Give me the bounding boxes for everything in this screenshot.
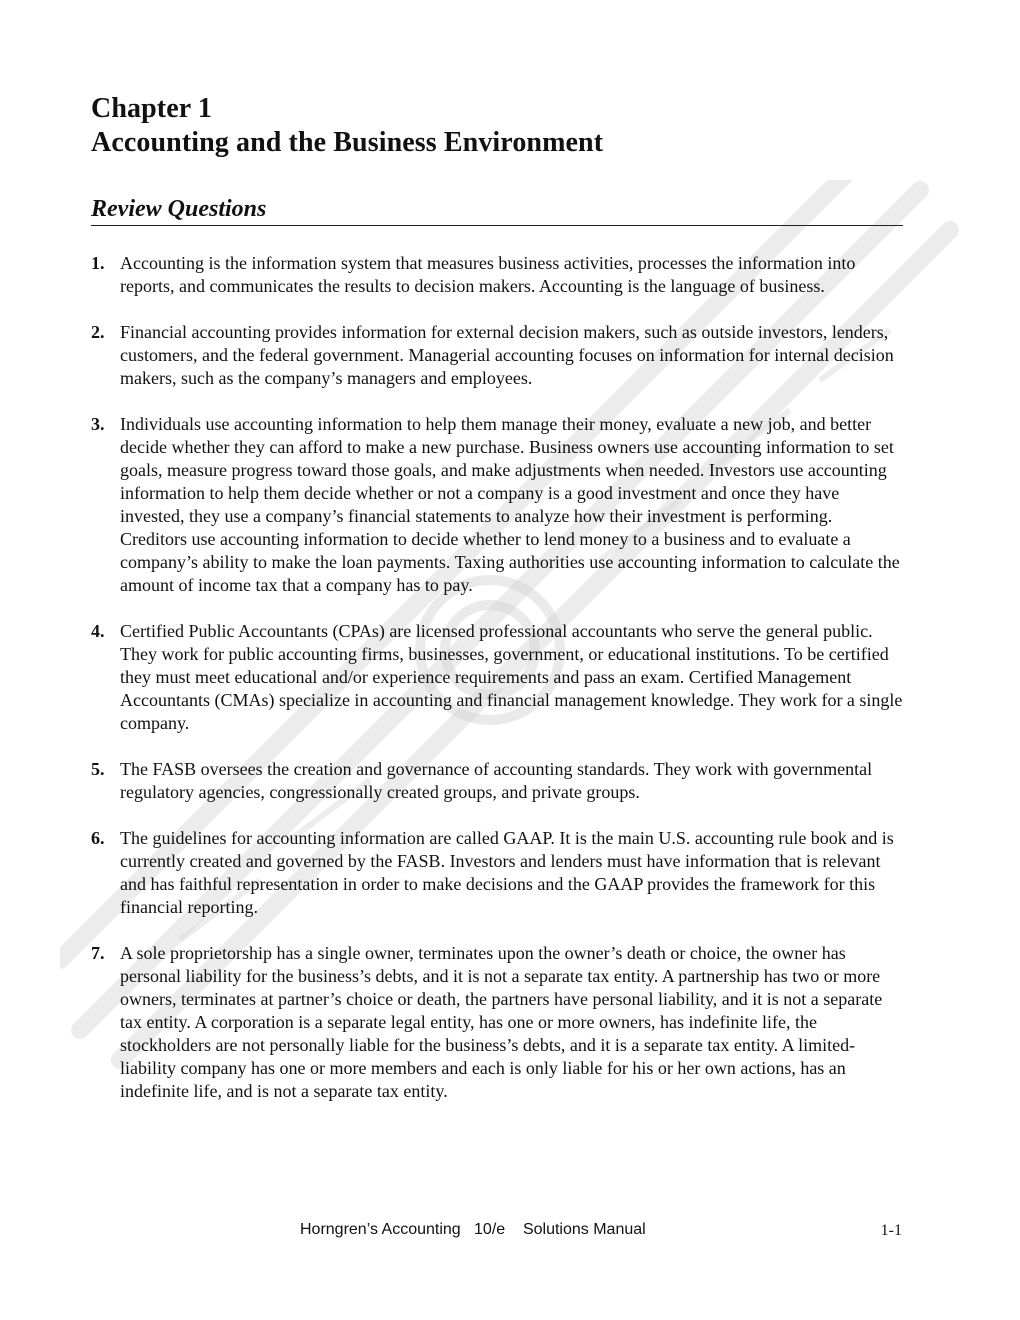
page-footer: [0, 1221, 1020, 1243]
question-answer: A sole proprietorship has a single owner, terminates upon the owner’s death or choice, the owner has personal liability for the business’s debts, and it is not a separate tax entity. A partnership has two or more owners, terminates at partner’s choice or death, the partners have personal liability, and it is not a separate tax entity. A corporation is a separate legal entity, has one or more owners, has indefinite life, the stockholders are not personally liable for the business’s debts, and it is a separate tax entity. A limited-liability company has one or more members and each is only liable for his or her own actions, has an indefinite life, and is not a separate tax entity.: [120, 943, 883, 1101]
question-number: 2.: [91, 322, 105, 342]
question-item: [91, 827, 903, 919]
question-answer: Financial accounting provides information for external decision makers, such as outside investors, lenders, customers, and the federal government. Managerial accounting focuses on information for internal decision makers, such as the company’s managers and employees.: [120, 322, 894, 388]
question-number: 3.: [91, 414, 105, 434]
question-item: [91, 252, 903, 298]
question-number: 4.: [91, 621, 105, 641]
section-heading: Review Questions: [91, 194, 903, 226]
question-answer: Accounting is the information system that measures business activities, processes the information into reports, and communicates the results to decision makers. Accounting is the language of business.: [120, 253, 856, 296]
question-item: [91, 620, 903, 735]
question-item: [91, 942, 903, 1103]
footer-book-title: Horngren’s Accounting 10/e Solutions Manual: [300, 1221, 646, 1238]
question-answer: Individuals use accounting information to help them manage their money, evaluate a new job, and better decide whether they can afford to make a new purchase. Business owners use accounting information to set goals, measure progress toward those goals, and make adjustments when needed. Investors use accounting information to help them decide whether or not a company is a good investment and once they have invested, they use a company’s financial statements to analyze how their investment is performing. Creditors use accounting information to decide whether to lend money to a business and to evaluate a company’s ability to make the loan payments. Taxing authorities use accounting information to calculate the amount of income tax that a company has to pay.: [120, 414, 900, 595]
chapter-name: Accounting and the Business Environment: [91, 127, 604, 158]
question-answer: The guidelines for accounting information are called GAAP. It is the main U.S. accounting rule book and is currently created and governed by the FASB. Investors and lenders must have information that is relevant and has faithful representation in order to make decisions and the GAAP provides the framework for this financial reporting.: [120, 828, 894, 917]
question-number: 5.: [91, 759, 105, 779]
question-number: 7.: [91, 943, 105, 963]
page-number: 1-1: [880, 1222, 902, 1239]
question-answer: The FASB oversees the creation and governance of accounting standards. They work with governmental regulatory agencies, congressionally created groups, and private groups.: [120, 759, 873, 802]
chapter-title: [91, 92, 603, 160]
question-item: [91, 321, 903, 390]
question-item: [91, 758, 903, 804]
question-answer: Certified Public Accountants (CPAs) are licensed professional accountants who serve the general public. They work for public accounting firms, businesses, government, or educational institutions. To be certified they must meet educational and/or experience requirements and pass an exam. Certified Management Accountants (CMAs) specialize in accounting and financial management knowledge. They work for a single company.: [120, 621, 903, 733]
chapter-number: Chapter 1: [91, 93, 212, 124]
review-questions-list: [91, 252, 903, 1126]
question-number: 6.: [91, 828, 105, 848]
question-number: 1.: [91, 253, 105, 273]
question-item: [91, 413, 903, 597]
